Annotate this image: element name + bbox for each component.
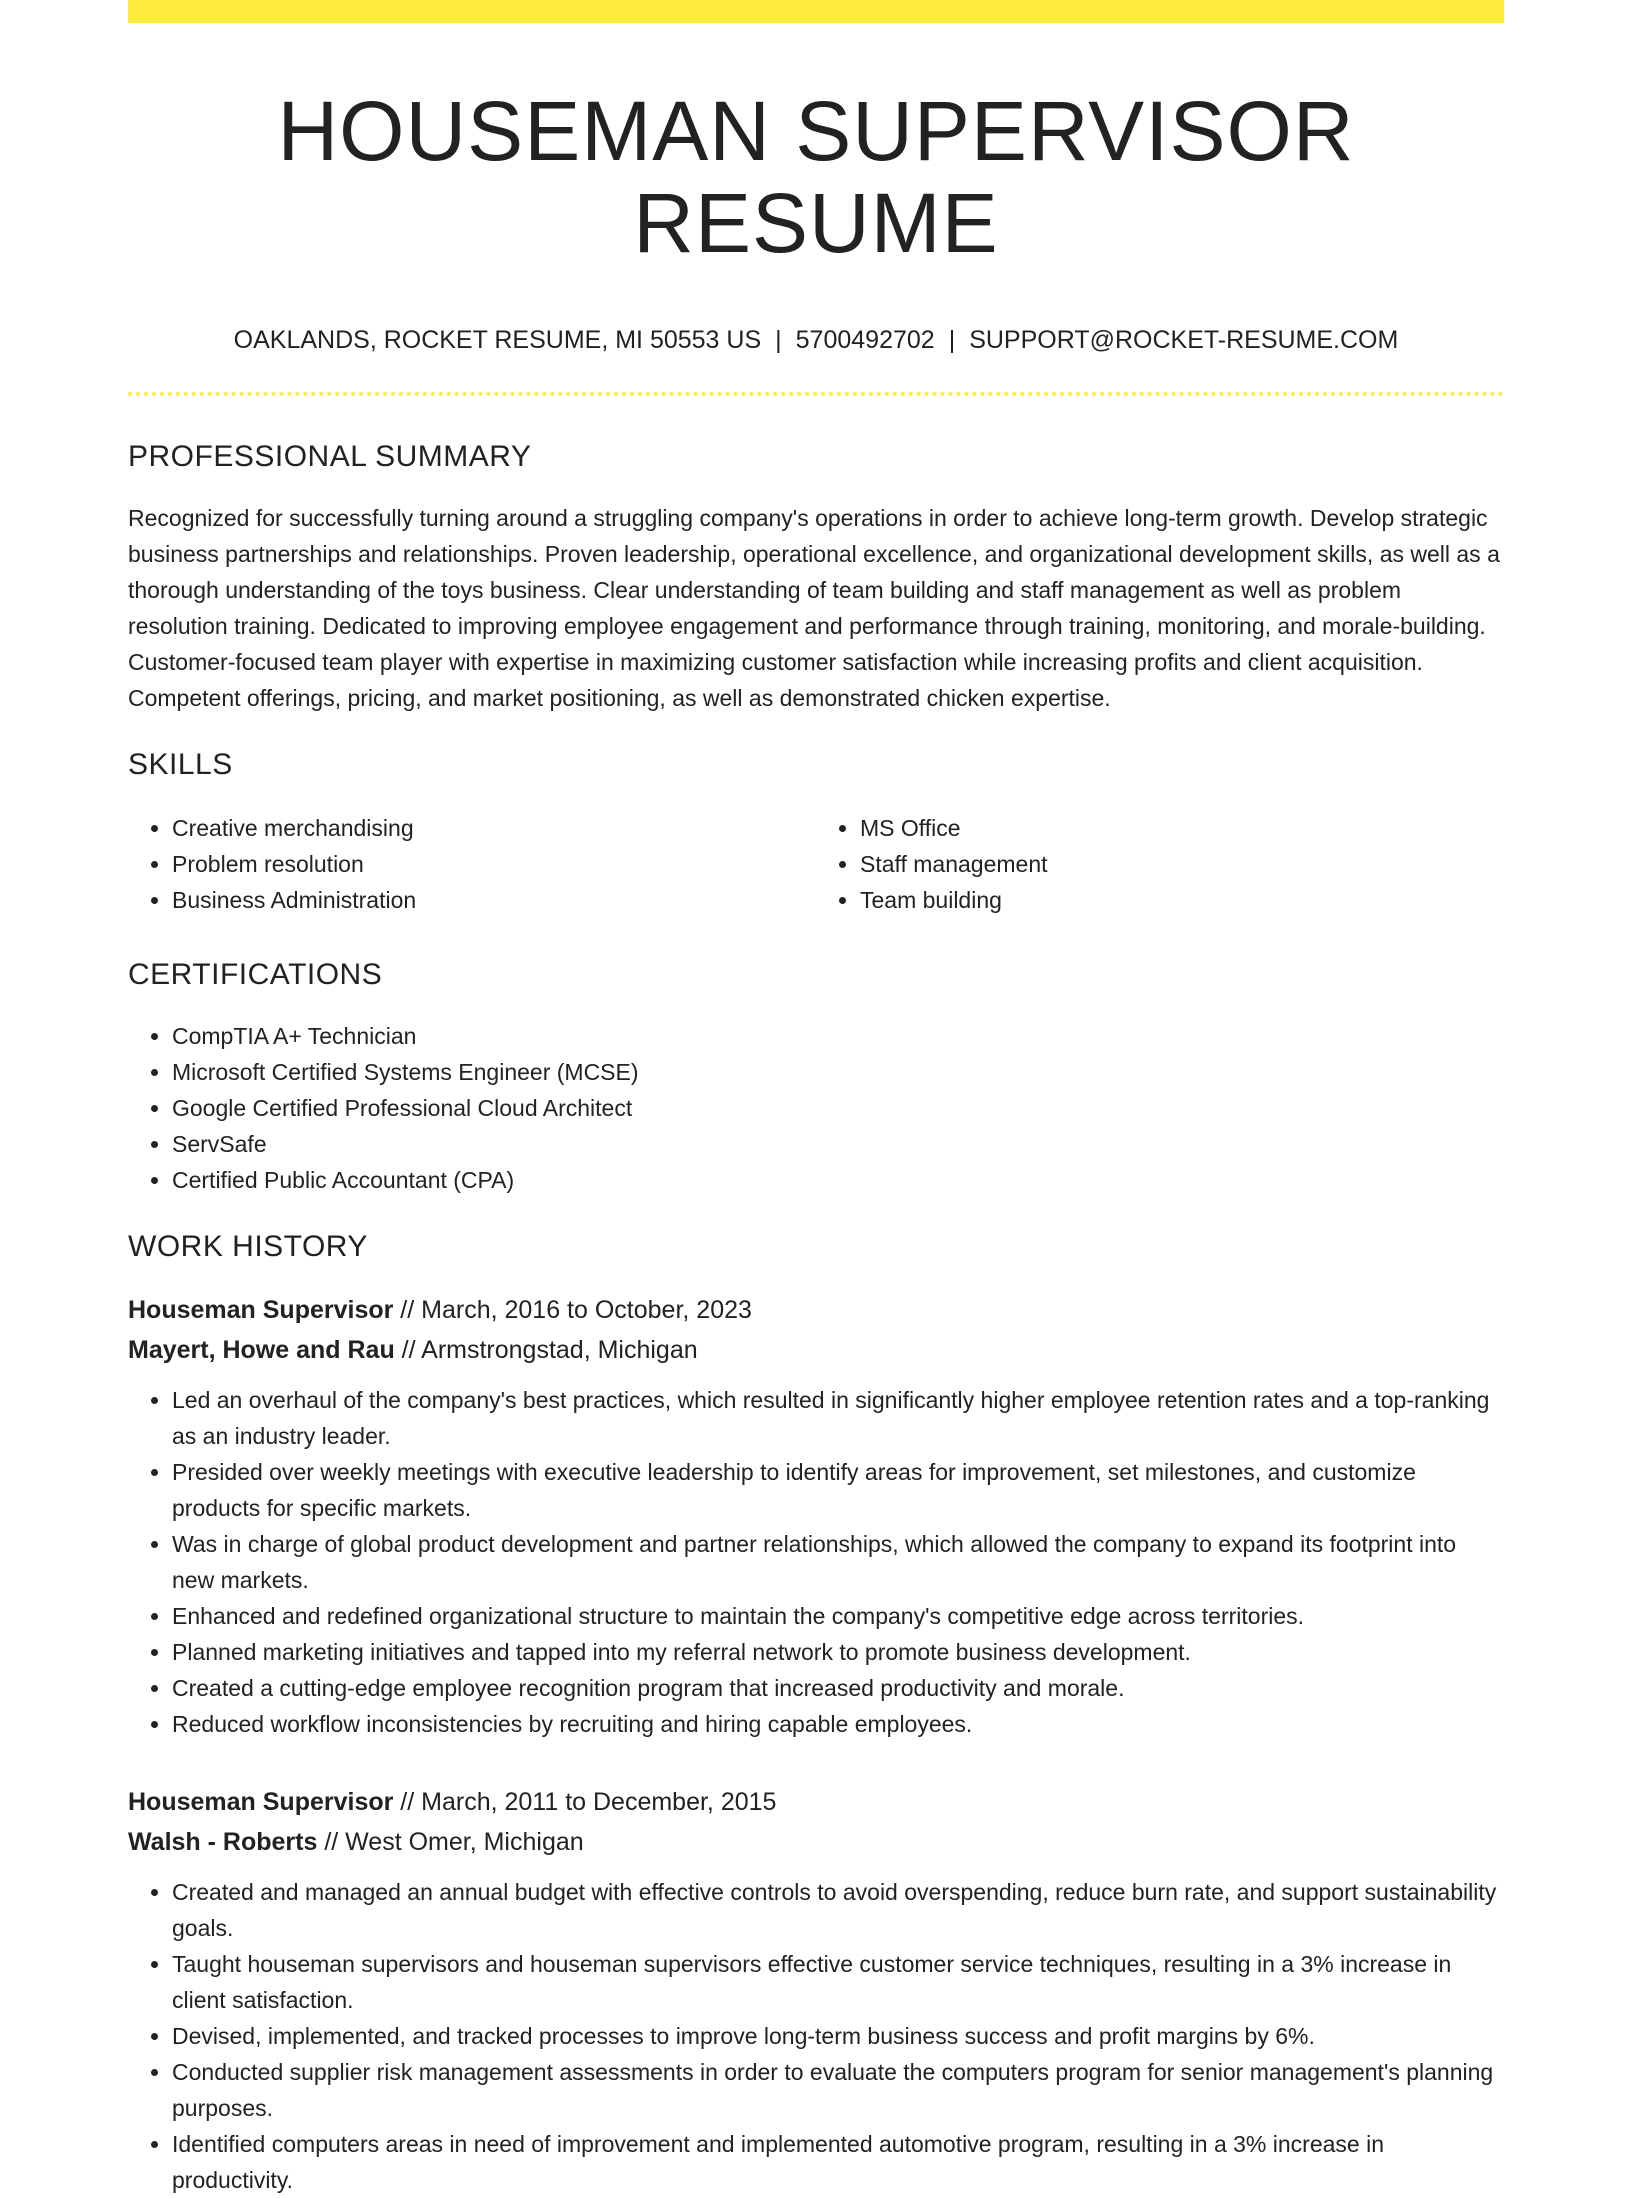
resume-title: HOUSEMAN SUPERVISOR RESUME [277,84,1355,271]
skill-item: • Staff management [860,846,1504,882]
job-company: Walsh - Roberts [128,1827,318,1856]
job-bullet: • Devised, implemented, and tracked processes to improve long-term business success and profit margins by 6%. [172,2018,1504,2054]
job-bullets [128,1382,1504,1742]
job-company: Mayert, Howe and Rau [128,1335,395,1364]
summary-heading: PROFESSIONAL SUMMARY [128,439,532,473]
skills-list-left [128,810,816,918]
job-title: Houseman Supervisor [128,1295,394,1324]
certification-item: • CompTIA A+ Technician [172,1018,1504,1054]
skill-item: • Business Administration [172,882,816,918]
skills-list-right [816,810,1504,918]
summary-text: Recognized for successfully turning around a struggling company's operations in order to achieve long-term growth. Develop strategic business partnerships and relationships. Proven leadership, operational excellence, and organizational development skills, as well as a thorough understanding of the toys business. Clear understanding of team building and staff management as well as problem resolution training. Dedicated to improving employee engagement and performance through training, monitoring, and morale-building. Customer-focused team player with expertise in maximizing customer satisfaction while increasing profits and client acquisition. Competent offerings, pricing, and market positioning, as well as demonstrated chicken expertise. [128,504,1500,711]
job-entry [128,1290,1504,1742]
certification-item: • Certified Public Accountant (CPA) [172,1162,1504,1198]
skill-item: • Problem resolution [172,846,816,882]
job-bullet: • Created a cutting-edge employee recognition program that increased productivity and morale. [172,1670,1504,1706]
job-bullet: • Was in charge of global product development and partner relationships, which allowed the company to expand its footprint into new markets. [172,1526,1504,1598]
job-bullet: • Created and managed an annual budget with effective controls to avoid overspending, reduce burn rate, and support sustainability goals. [172,1874,1504,1946]
skill-item: • MS Office [860,810,1504,846]
job-title-line [128,1290,1504,1330]
job-bullet: • Identified computers areas in need of improvement and implemented automotive program, resulting in a 3% increase in productivity. [172,2126,1504,2198]
certification-item: • Google Certified Professional Cloud Architect [172,1090,1504,1126]
skills-grid [128,810,1504,918]
contact-phone: 5700492702 [795,325,935,354]
certification-item: • Microsoft Certified Systems Engineer (MCSE) [172,1054,1504,1090]
job-bullet: • Conducted supplier risk management assessments in order to evaluate the computers program for senior management's planning purposes. [172,2054,1504,2126]
job-title-line [128,1782,1504,1822]
certifications-heading: CERTIFICATIONS [128,957,383,991]
certifications-list [128,1018,1504,1198]
job-location: // Armstrongstad, Michigan [394,1335,698,1364]
skills-heading: SKILLS [128,747,233,781]
work-history-heading: WORK HISTORY [128,1229,368,1263]
contact-email: SUPPORT@ROCKET-RESUME.COM [969,325,1399,354]
job-bullet: • Enhanced and redefined organizational structure to maintain the company's competitive edge across territories. [172,1598,1504,1634]
job-dates: // March, 2016 to October, 2023 [393,1295,752,1324]
job-dates: // March, 2011 to December, 2015 [393,1787,777,1816]
job-location: // West Omer, Michigan [317,1827,584,1856]
job-bullet: • Presided over weekly meetings with executive leadership to identify areas for improvement, set milestones, and customize products for specific markets. [172,1454,1504,1526]
contact-separator: | [775,325,782,354]
job-bullet: • Planned marketing initiatives and tapped into my referral network to promote business development. [172,1634,1504,1670]
resume-page [128,0,1504,2198]
dotted-divider [128,392,1504,396]
job-bullet: • Led an overhaul of the company's best practices, which resulted in significantly higher employee retention rates and a top-ranking as an industry leader. [172,1382,1504,1454]
job-bullets [128,1874,1504,2198]
job-bullet: • Taught houseman supervisors and houseman supervisors effective customer service techniques, resulting in a 3% increase in client satisfaction. [172,1946,1504,2018]
job-bullet: • Reduced workflow inconsistencies by recruiting and hiring capable employees. [172,1706,1504,1742]
top-accent-bar [128,0,1504,23]
contact-separator: | [948,325,956,354]
job-company-line [128,1330,1504,1370]
skill-item: • Team building [860,882,1504,918]
job-entry [128,1782,1504,2198]
contact-address: OAKLANDS, ROCKET RESUME, MI 50553 US [233,325,762,354]
certification-item: • ServSafe [172,1126,1504,1162]
job-title: Houseman Supervisor [128,1787,394,1816]
skill-item: • Creative merchandising [172,810,816,846]
job-company-line [128,1822,1504,1862]
contact-line [128,326,1504,355]
